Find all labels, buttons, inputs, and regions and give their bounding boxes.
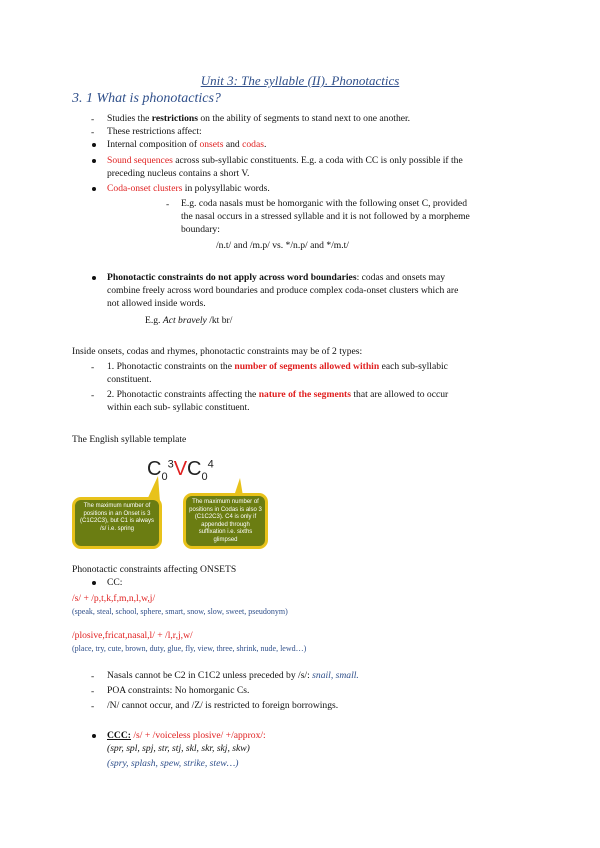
list-dash: - [91, 127, 95, 138]
coda-note-bubble: The maximum number of positions in Codas is also 3 (C1C2C3). C4 is only if appended through suffixation i.e. sixths glimpsed [183, 493, 268, 549]
list-item: CC: [107, 577, 123, 588]
list-item: Sound sequences across sub-syllabic constituents. E.g. a coda with CC is only possible if the [107, 155, 463, 166]
list-item: These restrictions affect: [107, 126, 202, 137]
cc-rule-1: /s/ + /p,t,k,f,m,n,l,w,j/ [72, 593, 156, 604]
list-dash: - [91, 701, 95, 712]
onsets-heading: Phonotactic constraints affecting ONSETS [72, 564, 237, 575]
list-item-cont: combine freely across word boundaries and produce complex coda-onset clusters which are [107, 285, 459, 296]
bullet-icon [92, 143, 96, 147]
list-item: Phonotactic constraints do not apply across word boundaries: codas and onsets may [107, 272, 446, 283]
list-dash: - [91, 671, 95, 682]
list-item-cont: the nasal occurs in a stressed syllable and it is not followed by a morpheme [181, 211, 470, 222]
list-dash: - [91, 686, 95, 697]
list-dash: - [91, 362, 95, 373]
example-line: E.g. Act bravely /kt br/ [145, 315, 233, 326]
list-item: CCC: /s/ + /voiceless plosive/ +/approx/: [107, 730, 266, 741]
list-item-cont: boundary: [181, 224, 220, 235]
cc-rule-2: /plosive,fricat,nasal,l/ + /l,r,j,w/ [72, 630, 193, 641]
example-line: /n.t/ and /m.p/ vs. */n.p/ and */m.t/ [216, 240, 349, 251]
ccc-clusters: (spr, spl, spj, str, stj, skl, skr, skj, skw) [107, 743, 250, 754]
bullet-icon [92, 581, 96, 585]
list-item: Coda-onset clusters in polysyllabic words. [107, 183, 270, 194]
cc-examples-2: (place, try, cute, brown, duty, glue, fly, view, three, shrink, nude, lewd…) [72, 644, 307, 653]
list-item: 1. Phonotactic constraints on the number of segments allowed within each sub-syllabic [107, 361, 448, 372]
bullet-icon [92, 734, 96, 738]
paragraph: Inside onsets, codas and rhymes, phonotactic constraints may be of 2 types: [72, 346, 363, 357]
list-item: 2. Phonotactic constraints affecting the nature of the segments that are allowed to occur [107, 389, 449, 400]
bullet-icon [92, 276, 96, 280]
bullet-icon [92, 159, 96, 163]
list-item-cont: constituent. [107, 374, 152, 385]
cc-examples-1: (speak, steal, school, sphere, smart, snow, slow, sweet, pseudonym) [72, 607, 288, 616]
page-title: Unit 3: The syllable (II). Phonotactics [200, 73, 400, 88]
list-dash: - [166, 199, 170, 210]
ccc-examples: (spry, splash, spew, strike, stew…) [107, 758, 239, 769]
list-dash: - [91, 114, 95, 125]
list-item: Nasals cannot be C2 in C1C2 unless preceded by /s/: snail, small. [107, 670, 359, 681]
list-item: E.g. coda nasals must be homorganic with the following onset C, provided [181, 198, 467, 209]
list-item: Internal composition of onsets and codas. [107, 139, 267, 150]
bullet-icon [92, 187, 96, 191]
onset-note-bubble: The maximum number of positions in an Onset is 3 (C1C2C3), but C1 is always /s/ i.e. spring [72, 497, 162, 549]
list-item-cont: within each sub- syllabic constituent. [107, 402, 250, 413]
list-dash: - [91, 390, 95, 401]
list-item: /N/ cannot occur, and /Z/ is restricted to foreign borrowings. [107, 700, 339, 711]
section-heading: 3. 1 What is phonotactics? [72, 91, 221, 106]
list-item-cont: preceding nucleus contains a short V. [107, 168, 250, 179]
list-item: POA constraints: No homorganic Cs. [107, 685, 250, 696]
syllable-formula: $C_0^3VC_0^4$ [147, 458, 214, 483]
list-item: Studies the restrictions on the ability of segments to stand next to one another. [107, 113, 411, 124]
template-label: The English syllable template [72, 434, 187, 445]
list-item-cont: not allowed inside words. [107, 298, 206, 309]
